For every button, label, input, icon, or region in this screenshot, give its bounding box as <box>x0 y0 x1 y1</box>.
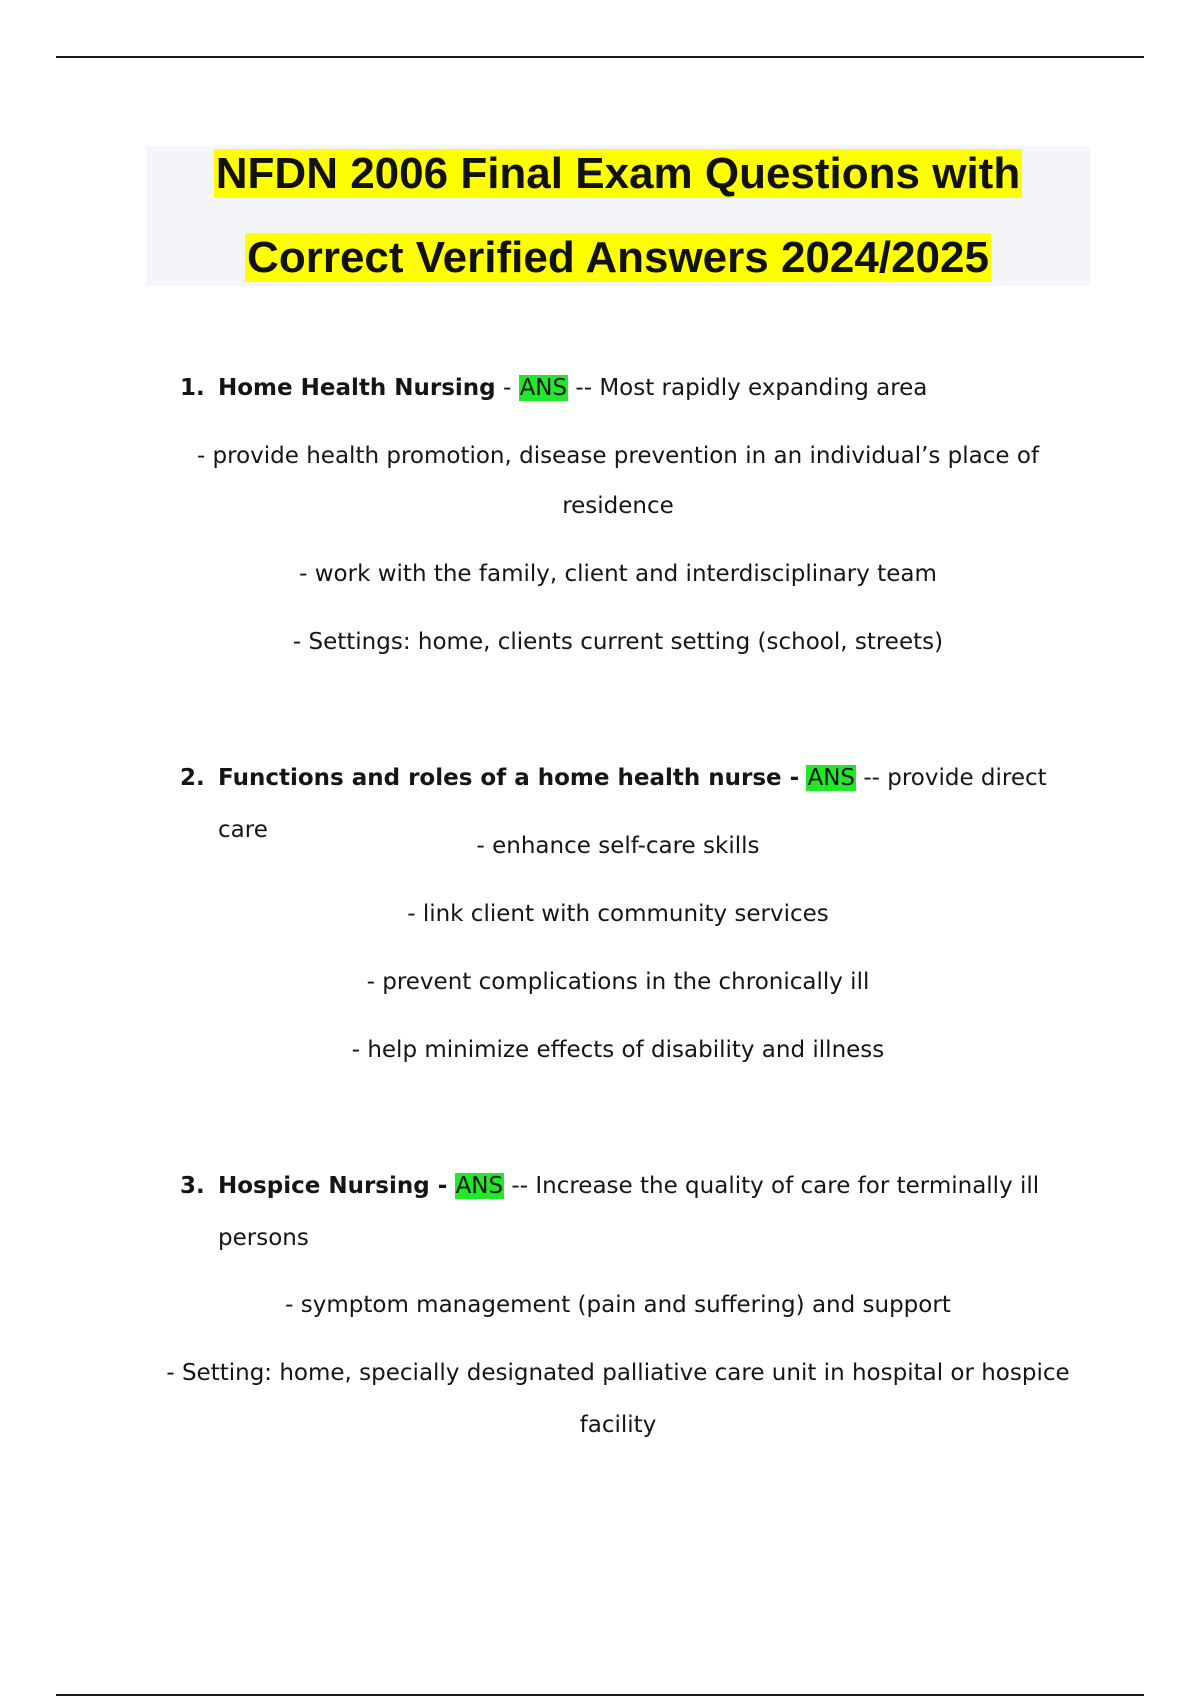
question-number: 2. <box>180 765 205 791</box>
answer-detail: - symptom management (pain and suffering) and support <box>285 1292 951 1318</box>
answer-detail: - work with the family, client and interdisciplinary team <box>299 561 937 587</box>
answer-text: -- Increase the quality of care for terminally ill <box>504 1173 1040 1199</box>
ans-badge: ANS <box>455 1173 504 1199</box>
answer-detail: - prevent complications in the chronically ill <box>366 969 870 995</box>
question-line: Home Health Nursing - ANS -- Most rapidly expanding area <box>218 375 928 401</box>
answer-detail: - Setting: home, specially designated palliative care unit in hospital or hospice <box>166 1360 1070 1386</box>
question-number: 3. <box>180 1173 205 1199</box>
document-title-line-2: Correct Verified Answers 2024/2025 <box>247 233 989 282</box>
answer-detail: residence <box>562 493 674 519</box>
ans-badge: ANS <box>519 375 568 401</box>
question-line <box>218 1160 1068 1212</box>
answer-detail: - Settings: home, clients current setting (school, streets) <box>292 629 944 655</box>
answer-detail: - link client with community services <box>407 901 829 927</box>
ans-badge: ANS <box>807 765 856 791</box>
answer-detail: facility <box>579 1412 657 1438</box>
bottom-rule <box>56 1694 1144 1696</box>
question-term: Functions and roles of a home health nurse - <box>218 765 800 791</box>
answer-continuation: persons <box>218 1225 309 1251</box>
answer-detail: - provide health promotion, disease prevention in an individual’s place of <box>196 443 1040 469</box>
question-number: 1. <box>180 375 205 401</box>
question-term: Home Health Nursing <box>218 375 496 401</box>
question-term: Hospice Nursing - <box>218 1173 448 1199</box>
top-rule <box>56 56 1144 58</box>
answer-text: -- provide direct care <box>218 765 1047 843</box>
document-title-line-1: NFDN 2006 Final Exam Questions with <box>215 149 1021 198</box>
answer-detail: - help minimize effects of disability and illness <box>351 1037 885 1063</box>
answer-detail: - enhance self-care skills <box>476 833 760 859</box>
answer-text: -- Most rapidly expanding area <box>568 375 928 401</box>
